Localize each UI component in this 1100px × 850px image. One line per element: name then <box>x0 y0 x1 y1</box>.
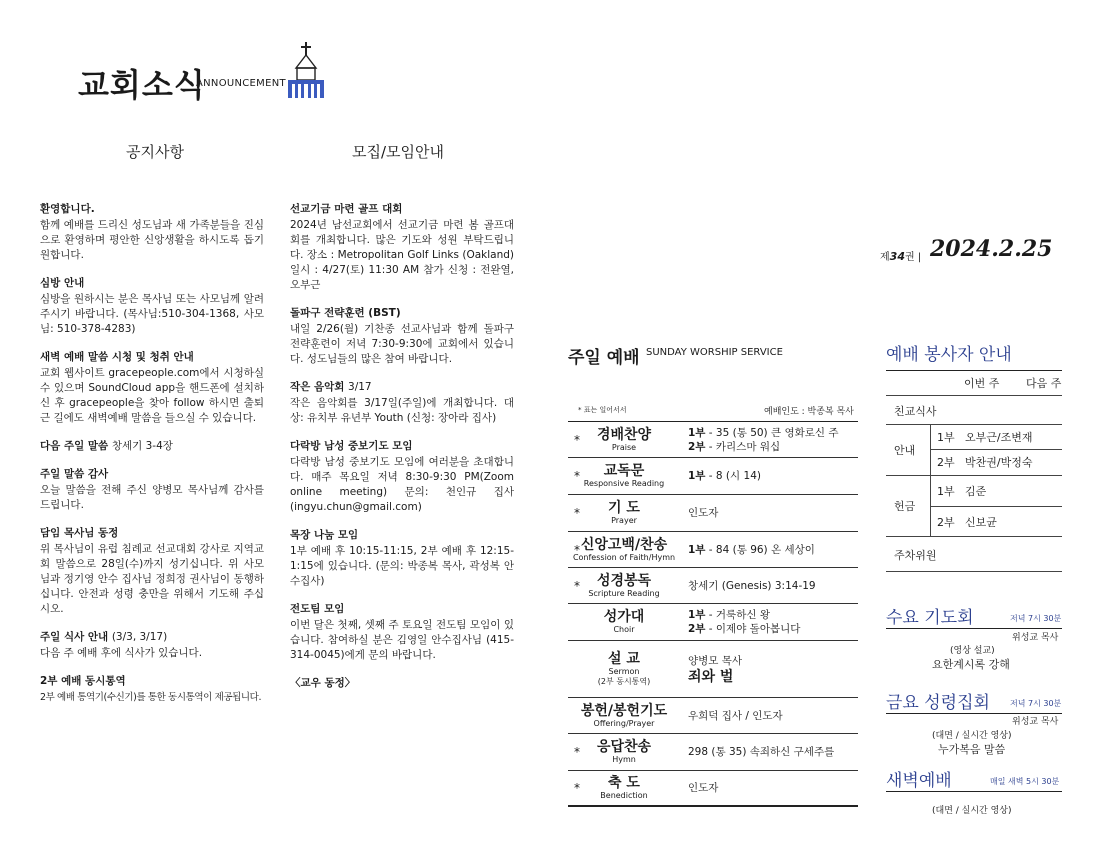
notice-title: 작은 음악회 <box>290 381 345 393</box>
guide-name: 박찬권/박정숙 <box>965 456 1033 469</box>
dawn-note: (대면 / 실시간 영상) <box>932 806 1012 816</box>
volunteers-table <box>886 370 1062 572</box>
offering-part: 1부 <box>937 485 955 498</box>
offering-name: 신보균 <box>965 516 997 529</box>
worship-item-en: Choir <box>613 625 635 634</box>
worship-item-name: 응답찬송 <box>596 739 652 755</box>
this-week-label: 이번 주 <box>964 377 1000 390</box>
notice-body: 이번 달은 첫째, 셋째 주 토요일 전도팀 모임이 있습니다. 참여하실 분은 김영일 안수집사님 (415-314-0045)에게 문의 바랍니다. <box>290 619 514 661</box>
wednesday-leader: 위성교 목사 <box>1012 633 1059 643</box>
notice-title: 다락방 남성 중보기도 모임 <box>290 440 413 452</box>
worship-row <box>568 568 858 604</box>
friday-time: 저녁 7시 30분 <box>1010 699 1062 708</box>
standing-marker: * <box>574 506 580 520</box>
issue-suffix: 권 <box>904 252 915 263</box>
notice-item <box>40 467 264 513</box>
notice-body: 심방을 원하시는 분은 목사님 또는 사모님께 알려주시기 바랍니다. (목사님:510-304-1368, 사모님: 510-378-4283) <box>40 293 264 335</box>
dawn-service-title <box>886 766 1062 792</box>
notice-item <box>40 439 264 454</box>
notice-body: 2부 예배 통역기(수신기)를 통한 동시통역이 제공됩니다. <box>40 692 262 703</box>
worship-row <box>568 771 858 805</box>
notice-title: 환영합니다. <box>40 203 95 215</box>
notice-title-extra: 3/17 <box>348 381 372 393</box>
notice-body: 함께 예배를 드리신 성도님과 새 가족분들을 진심으로 환영하며 평안한 신앙생활을 하시도록 돕기 원합니다. <box>40 219 264 261</box>
standing-marker: * <box>574 745 580 759</box>
worship-row <box>568 698 858 734</box>
guide-label: 안내 <box>886 425 931 475</box>
offering-label: 헌금 <box>886 476 931 536</box>
notice-title: 〈교우 동정〉 <box>290 677 356 689</box>
volunteers-header-row <box>886 371 1062 396</box>
worship-item-content: 인도자 <box>688 507 719 519</box>
service-part: 2부 <box>688 440 706 453</box>
notice-title: 주일 식사 안내 <box>40 631 109 643</box>
friday-text: 누가복음 말씀 <box>938 743 1006 756</box>
worship-item-name: 성경봉독 <box>596 572 652 589</box>
notice-item <box>290 528 514 589</box>
worship-item-name: 설 교 <box>608 651 640 667</box>
next-week-label: 다음 주 <box>1026 377 1062 390</box>
dawn-title-text: 새벽예배 <box>886 771 952 791</box>
worship-item-en: Hymn <box>612 755 636 764</box>
worship-item-en: Benediction <box>600 791 648 800</box>
notice-title: 주일 말씀 감사 <box>40 468 109 480</box>
standing-marker: * <box>574 781 580 795</box>
page-subtitle: ANNOUNCEMENT <box>196 78 286 89</box>
notice-title: 목장 나눔 모임 <box>290 529 359 541</box>
worship-row <box>568 532 858 568</box>
friday-leader: 위성교 목사 <box>1012 717 1059 727</box>
issue-number: 34 <box>889 250 905 263</box>
worship-item-name: 축 도 <box>608 775 640 791</box>
notice-body: 2024년 남선교회에서 선교기금 마련 봄 골프대회를 개최합니다. 많은 기도와 성원 부탁드립니다. 장소 : Metropolitan Golf Links (Oakland) 일시 : 4/27(토) 11:30 AM 참가 신청 : 전완열, 오부근 <box>290 219 514 291</box>
worship-item-content: - 84 (통 96) 온 세상이 <box>705 543 815 556</box>
notice-title: 돌파구 전략훈련 (BST) <box>290 307 401 319</box>
standing-marker: * <box>574 432 580 447</box>
notice-title: 선교기금 마련 골프 대회 <box>290 203 403 215</box>
notice-title: 새벽 예배 말씀 시청 및 청취 안내 <box>40 351 194 363</box>
worship-item-content: - 8 (시 14) <box>705 470 761 482</box>
worship-row <box>568 641 858 698</box>
sermon-title: 죄와 벌 <box>688 669 734 685</box>
worship-item-en: Praise <box>611 442 637 452</box>
notice-body: 위 목사님이 유럽 침례교 선교대회 강사로 지역교회 말씀으로 28일(수)까지 성기십니다. 위 사모님과 정기영 안수 집사님 정희정 권사님이 동행하십니다. 안전과 성령 충만을 위해서 기도해 주십시오. <box>40 543 264 615</box>
notice-body: 오늘 말씀을 전해 주신 양병모 목사님께 감사를 드립니다. <box>40 484 264 511</box>
guide-subrow <box>931 450 1062 474</box>
worship-item-content: 양병모 목사 <box>688 655 743 667</box>
worship-item-content: - 35 (통 50) 큰 영화로신 주 <box>705 426 839 439</box>
notice-item <box>290 380 514 426</box>
notice-item <box>40 202 264 263</box>
notice-item <box>40 276 264 337</box>
notice-body: 내일 2/26(월) 기찬종 선교사님과 함께 돌파구 전략훈련이 저녁 7:30-9:30에 교회에서 있습니다. 성도님들의 많은 참여 바랍니다. <box>290 323 514 365</box>
worship-item-name: 봉헌/봉헌기도 <box>580 702 668 719</box>
worship-item-name: 성가대 <box>603 609 645 625</box>
worship-item-content: 우희덕 집사 / 인도자 <box>688 709 783 722</box>
fellowship-row <box>886 396 1062 425</box>
notice-item <box>290 306 514 367</box>
issue-date: 2024.2.25 <box>930 236 1053 262</box>
friday-service-title <box>886 688 1062 714</box>
worship-item-name: 경배찬양 <box>596 426 652 443</box>
worship-item-content: 298 (통 35) 속죄하신 구세주를 <box>688 746 835 758</box>
worship-item-content: 인도자 <box>688 782 719 794</box>
worship-row <box>568 604 858 641</box>
offering-subrow <box>931 476 1062 507</box>
issue-prefix: 제 <box>880 252 890 263</box>
worship-item-content: - 이제야 돌아봅니다 <box>705 623 801 635</box>
recruit-column <box>290 202 514 704</box>
notice-title-extra: 창세기 3-4장 <box>111 440 173 452</box>
notice-title: 전도팀 모임 <box>290 603 345 615</box>
worship-item-name: 신앙고백/찬송 <box>580 536 668 553</box>
offering-subrow <box>931 507 1062 537</box>
worship-item-content: - 거룩하신 왕 <box>705 609 770 621</box>
worship-item-name: 기 도 <box>608 500 640 516</box>
guide-part: 2부 <box>937 456 955 469</box>
guide-subrow <box>931 425 1062 450</box>
wednesday-note: (영상 설교) <box>950 646 995 656</box>
notice-body: 1부 예배 후 10:15-11:15, 2부 예배 후 12:15-1:15에 있습니다. (문의: 박종복 목사, 곽성복 안수집사) <box>290 545 514 587</box>
church-icon <box>282 40 330 100</box>
worship-item-en: Sermon <box>608 667 640 676</box>
standing-marker: * <box>574 542 580 557</box>
notice-body: 작은 음악회를 3/17일(주일)에 개최합니다. 대상: 유치부 유년부 Youth (신청: 장아라 집사) <box>290 397 514 424</box>
service-part: 1부 <box>688 543 706 556</box>
guide-name: 오부근/조변재 <box>965 431 1033 444</box>
service-part: 2부 <box>688 623 706 635</box>
fellowship-label: 친교식사 <box>894 405 937 418</box>
guide-row <box>886 425 1062 476</box>
standing-marker: * <box>574 578 580 593</box>
service-part: 1부 <box>688 470 706 482</box>
worship-leader: 예배인도 : 박종복 목사 <box>764 407 854 417</box>
notices-heading: 공지사항 <box>126 143 184 161</box>
friday-note: (대면 / 실시간 영상) <box>932 731 1012 741</box>
wednesday-service-title <box>886 603 1062 629</box>
issue-divider: | <box>917 252 922 263</box>
volunteers-title: 예배 봉사자 안내 <box>886 345 1012 365</box>
worship-item-en: Responsive Reading <box>583 479 665 488</box>
issue-volume <box>880 248 921 263</box>
worship-item-name: 교독문 <box>603 463 645 479</box>
notice-item <box>40 630 264 661</box>
worship-row <box>568 495 858 532</box>
wednesday-text: 요한계시록 강해 <box>932 658 1010 671</box>
notice-body: 다락방 남성 중보기도 모임에 여러분을 초대합니다. 매주 목요일 저녁 8:30-9:30 PM(Zoom online meeting) 문의: 천인규 집사 (ingyu.chun@gmail.com) <box>290 456 514 513</box>
page-title: 교회소식 <box>78 66 206 104</box>
worship-title-en: SUNDAY WORSHIP SERVICE <box>646 347 783 358</box>
notice-item <box>290 439 514 515</box>
recruit-heading: 모집/모임안내 <box>352 143 444 161</box>
service-part: 1부 <box>688 426 706 439</box>
notices-column <box>40 202 264 718</box>
worship-title: 주일 예배 <box>568 348 640 368</box>
notice-title: 2부 예배 동시통역 <box>40 675 126 687</box>
parking-row <box>886 537 1062 572</box>
notice-item <box>40 350 264 426</box>
notice-title: 담임 목사님 동정 <box>40 527 119 539</box>
offering-name: 김준 <box>965 485 987 498</box>
guide-part: 1부 <box>937 431 955 444</box>
parking-label: 주차위원 <box>894 549 937 562</box>
notice-body: 다음 주 예배 후에 식사가 있습니다. <box>40 647 203 659</box>
notice-item <box>290 676 514 691</box>
worship-item-en: Scripture Reading <box>588 588 660 598</box>
worship-row <box>568 422 858 458</box>
notice-item <box>290 202 514 293</box>
notice-title: 다음 주일 말씀 <box>40 440 109 452</box>
worship-item-en: Offering/Prayer <box>593 718 655 728</box>
offering-row <box>886 476 1062 537</box>
friday-title-text: 금요 성령집회 <box>886 693 990 713</box>
wednesday-time: 저녁 7시 30분 <box>1010 614 1062 623</box>
offering-part: 2부 <box>937 516 955 529</box>
worship-order-table <box>568 421 858 807</box>
dawn-time: 매일 새벽 5시 30분 <box>990 777 1060 786</box>
notice-body: 교회 웹사이트 gracepeople.com에서 시청하실 수 있으며 SoundCloud app을 핸드폰에 설치하신 후 gracepeople을 찾아 follow 하시면 출퇴근 길에도 새벽예배 말씀을 들으실 수 있습니다. <box>40 367 264 424</box>
notice-item <box>40 526 264 617</box>
worship-row <box>568 734 858 771</box>
worship-legend: * 표는 일어서서 <box>578 406 627 414</box>
standing-marker: * <box>574 469 580 483</box>
worship-item-note: (2부 동시통역) <box>597 677 651 686</box>
worship-row <box>568 458 858 495</box>
service-part: 1부 <box>688 609 706 621</box>
worship-item-content: 창세기 (Genesis) 3:14-19 <box>688 579 816 592</box>
notice-item <box>40 674 264 705</box>
worship-item-en: Prayer <box>611 516 637 525</box>
wednesday-title-text: 수요 기도회 <box>886 608 974 628</box>
notice-item <box>290 602 514 663</box>
worship-item-en: Confession of Faith/Hymn <box>572 552 676 562</box>
worship-item-content: - 카리스마 워십 <box>705 440 781 453</box>
notice-title-extra: (3/3, 3/17) <box>111 631 168 643</box>
notice-title: 심방 안내 <box>40 277 85 289</box>
